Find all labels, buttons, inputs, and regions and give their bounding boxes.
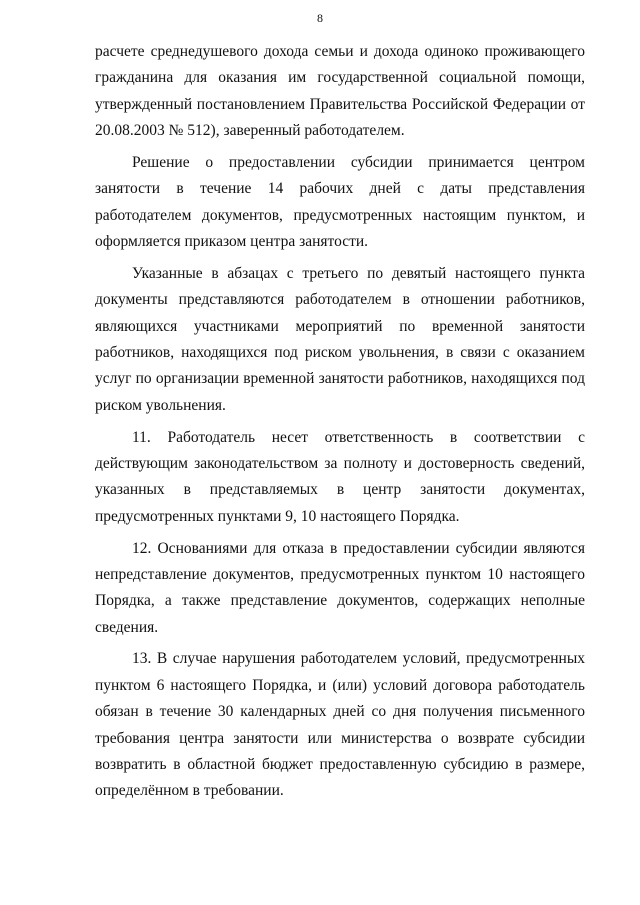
paragraph-item-12: 12. Основаниями для отказа в предоставлении субсидии являются непредставление документов, предусмотренных пунктом 10 настоящего Порядка, а также представление документов, содержащих неполные сведения. bbox=[95, 539, 585, 636]
paragraph-item-13: 13. В случае нарушения работодателем условий, предусмотренных пунктом 6 настоящего Порядка, и (или) условий договора работодатель обязан в течение 30 календарных дней со дня получения письменного требования центра занятости или министерства о возврате субсидии возвратить в областной бюджет предоставленную субсидию в размере, определённом в требовании. bbox=[95, 650, 585, 800]
paragraph-documents-submission: Указанные в абзацах с третьего по девятый настоящего пункта документы представляются работодателем в отношении работников, являющихся участниками мероприятий по временной занятости работников, находящихся под риском увольнения, в связи с оказанием услуг по организации временной занятости работников, находящихся под риском увольнения. bbox=[95, 264, 585, 414]
paragraph-subsidy-decision: Решение о предоставлении субсидии принимается центром занятости в течение 14 рабочих дней с даты представления работодателем документов, предусмотренных настоящим пунктом, и оформляется приказом центра занятости. bbox=[95, 153, 585, 251]
document-body bbox=[95, 39, 585, 810]
page-number: 8 bbox=[317, 11, 323, 25]
paragraph-continuation: расчете среднедушевого дохода семьи и дохода одиноко проживающего гражданина для оказания им государственной социальной помощи, утвержденный постановлением Правительства Российской Федерации от 20.08.2003 № 512), заверенный работодателем. bbox=[95, 43, 585, 140]
paragraph-item-11: 11. Работодатель несет ответственность в соответствии с действующим законодательством за полноту и достоверность сведений, указанных в представляемых в центр занятости документах, предусмотренных пунктами 9, 10 настоящего Порядка. bbox=[95, 428, 585, 525]
